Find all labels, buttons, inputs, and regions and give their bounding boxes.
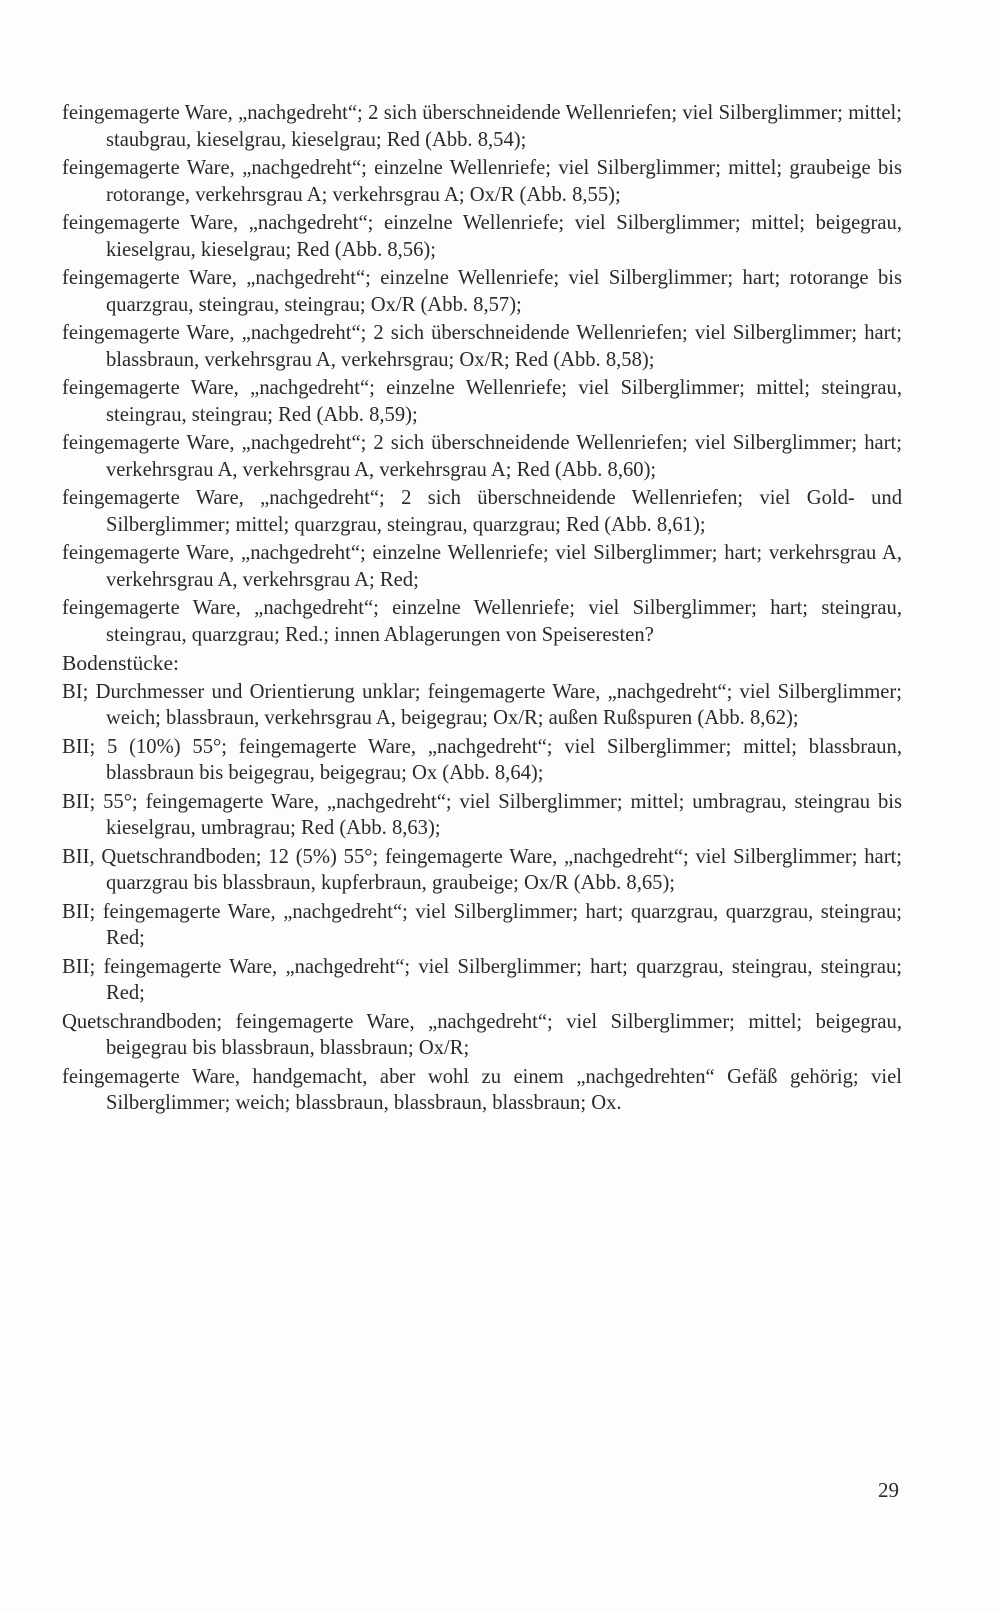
catalog-entry: feingemagerte Ware, „nachgedreht“; 2 sich überschneidende Wellenriefen; viel Silberglimmer; mittel; staubgrau, kieselgrau, kieselgrau; Red (Abb. 8,54); bbox=[62, 102, 902, 151]
bottom-entry: Quetschrandboden; feingemagerte Ware, „nachgedreht“; viel Silberglimmer; mittel; beigegrau, beigegrau bis blassbraun, blassbraun; Ox/R; bbox=[62, 1010, 902, 1059]
catalog-entry: feingemagerte Ware, „nachgedreht“; einzelne Wellenriefe; viel Silberglimmer; hart; steingrau, steingrau, quarzgrau; Red.; innen Ablagerungen von Speiseresten? bbox=[62, 597, 902, 646]
bottom-entry: BII; 55°; feingemagerte Ware, „nachgedreht“; viel Silberglimmer; mittel; umbragrau, steingrau bis kieselgrau, umbragrau; Red (Abb. 8,63); bbox=[62, 790, 902, 839]
section-heading: Bodenstücke: bbox=[62, 651, 180, 675]
bottom-entry: BI; Durchmesser und Orientierung unklar; feingemagerte Ware, „nachgedreht“; viel Silberglimmer; weich; blassbraun, verkehrsgrau A, beigegrau; Ox/R; außen Rußspuren (Abb. 8,62); bbox=[62, 680, 902, 729]
bottom-entry: feingemagerte Ware, handgemacht, aber wohl zu einem „nachgedrehten“ Gefäß gehörig; viel Silberglimmer; weich; blassbraun, blassbraun, blassbraun; Ox. bbox=[62, 1065, 902, 1114]
bottom-entry: BII; 5 (10%) 55°; feingemagerte Ware, „nachgedreht“; viel Silberglimmer; mittel; blassbraun, blassbraun bis beigegrau, beigegrau; Ox (Abb. 8,64); bbox=[62, 735, 902, 784]
bottom-entry: BII; feingemagerte Ware, „nachgedreht“; viel Silberglimmer; hart; quarzgrau, quarzgrau, steingrau; Red; bbox=[62, 900, 902, 949]
catalog-entry: feingemagerte Ware, „nachgedreht“; einzelne Wellenriefe; viel Silberglimmer; mittel; steingrau, steingrau, steingrau; Red (Abb. 8,59); bbox=[62, 377, 902, 426]
bottom-entry: BII; feingemagerte Ware, „nachgedreht“; viel Silberglimmer; hart; quarzgrau, steingrau, steingrau; Red; bbox=[62, 955, 902, 1004]
catalog-entry: feingemagerte Ware, „nachgedreht“; einzelne Wellenriefe; viel Silberglimmer; mittel; beigegrau, kieselgrau, kieselgrau; Red (Abb. 8,56); bbox=[62, 212, 902, 261]
catalog-entry: feingemagerte Ware, „nachgedreht“; einzelne Wellenriefe; viel Silberglimmer; hart; rotorange bis quarzgrau, steingrau, steingrau; Ox/R (Abb. 8,57); bbox=[62, 267, 902, 316]
catalog-entry: feingemagerte Ware, „nachgedreht“; einzelne Wellenriefe; viel Silberglimmer; mittel; graubeige bis rotorange, verkehrsgrau A; verkehrsgrau A; Ox/R (Abb. 8,55); bbox=[62, 157, 902, 206]
catalog-entry: feingemagerte Ware, „nachgedreht“; 2 sich überschneidende Wellenriefen; viel Silberglimmer; hart; blassbraun, verkehrsgrau A, verkehrsgrau; Ox/R; Red (Abb. 8,58); bbox=[62, 322, 902, 371]
page-number: 29 bbox=[878, 1478, 899, 1502]
catalog-entry: feingemagerte Ware, „nachgedreht“; 2 sich überschneidende Wellenriefen; viel Silberglimmer; hart; verkehrsgrau A, verkehrsgrau A, verkehrsgrau A; Red (Abb. 8,60); bbox=[62, 432, 902, 481]
bottom-entry: BII, Quetschrandboden; 12 (5%) 55°; feingemagerte Ware, „nachgedreht“; viel Silberglimmer; hart; quarzgrau bis blassbraun, kupferbraun, graubeige; Ox/R (Abb. 8,65); bbox=[62, 845, 902, 894]
catalog-entry: feingemagerte Ware, „nachgedreht“; 2 sich überschneidende Wellenriefen; viel Gold- und Silberglimmer; mittel; quarzgrau, steingrau, quarzgrau; Red (Abb. 8,61); bbox=[62, 487, 902, 536]
catalog-entry: feingemagerte Ware, „nachgedreht“; einzelne Wellenriefe; viel Silberglimmer; hart; verkehrsgrau A, verkehrsgrau A, verkehrsgrau A; Red; bbox=[62, 542, 902, 591]
text-column bbox=[62, 100, 902, 1119]
